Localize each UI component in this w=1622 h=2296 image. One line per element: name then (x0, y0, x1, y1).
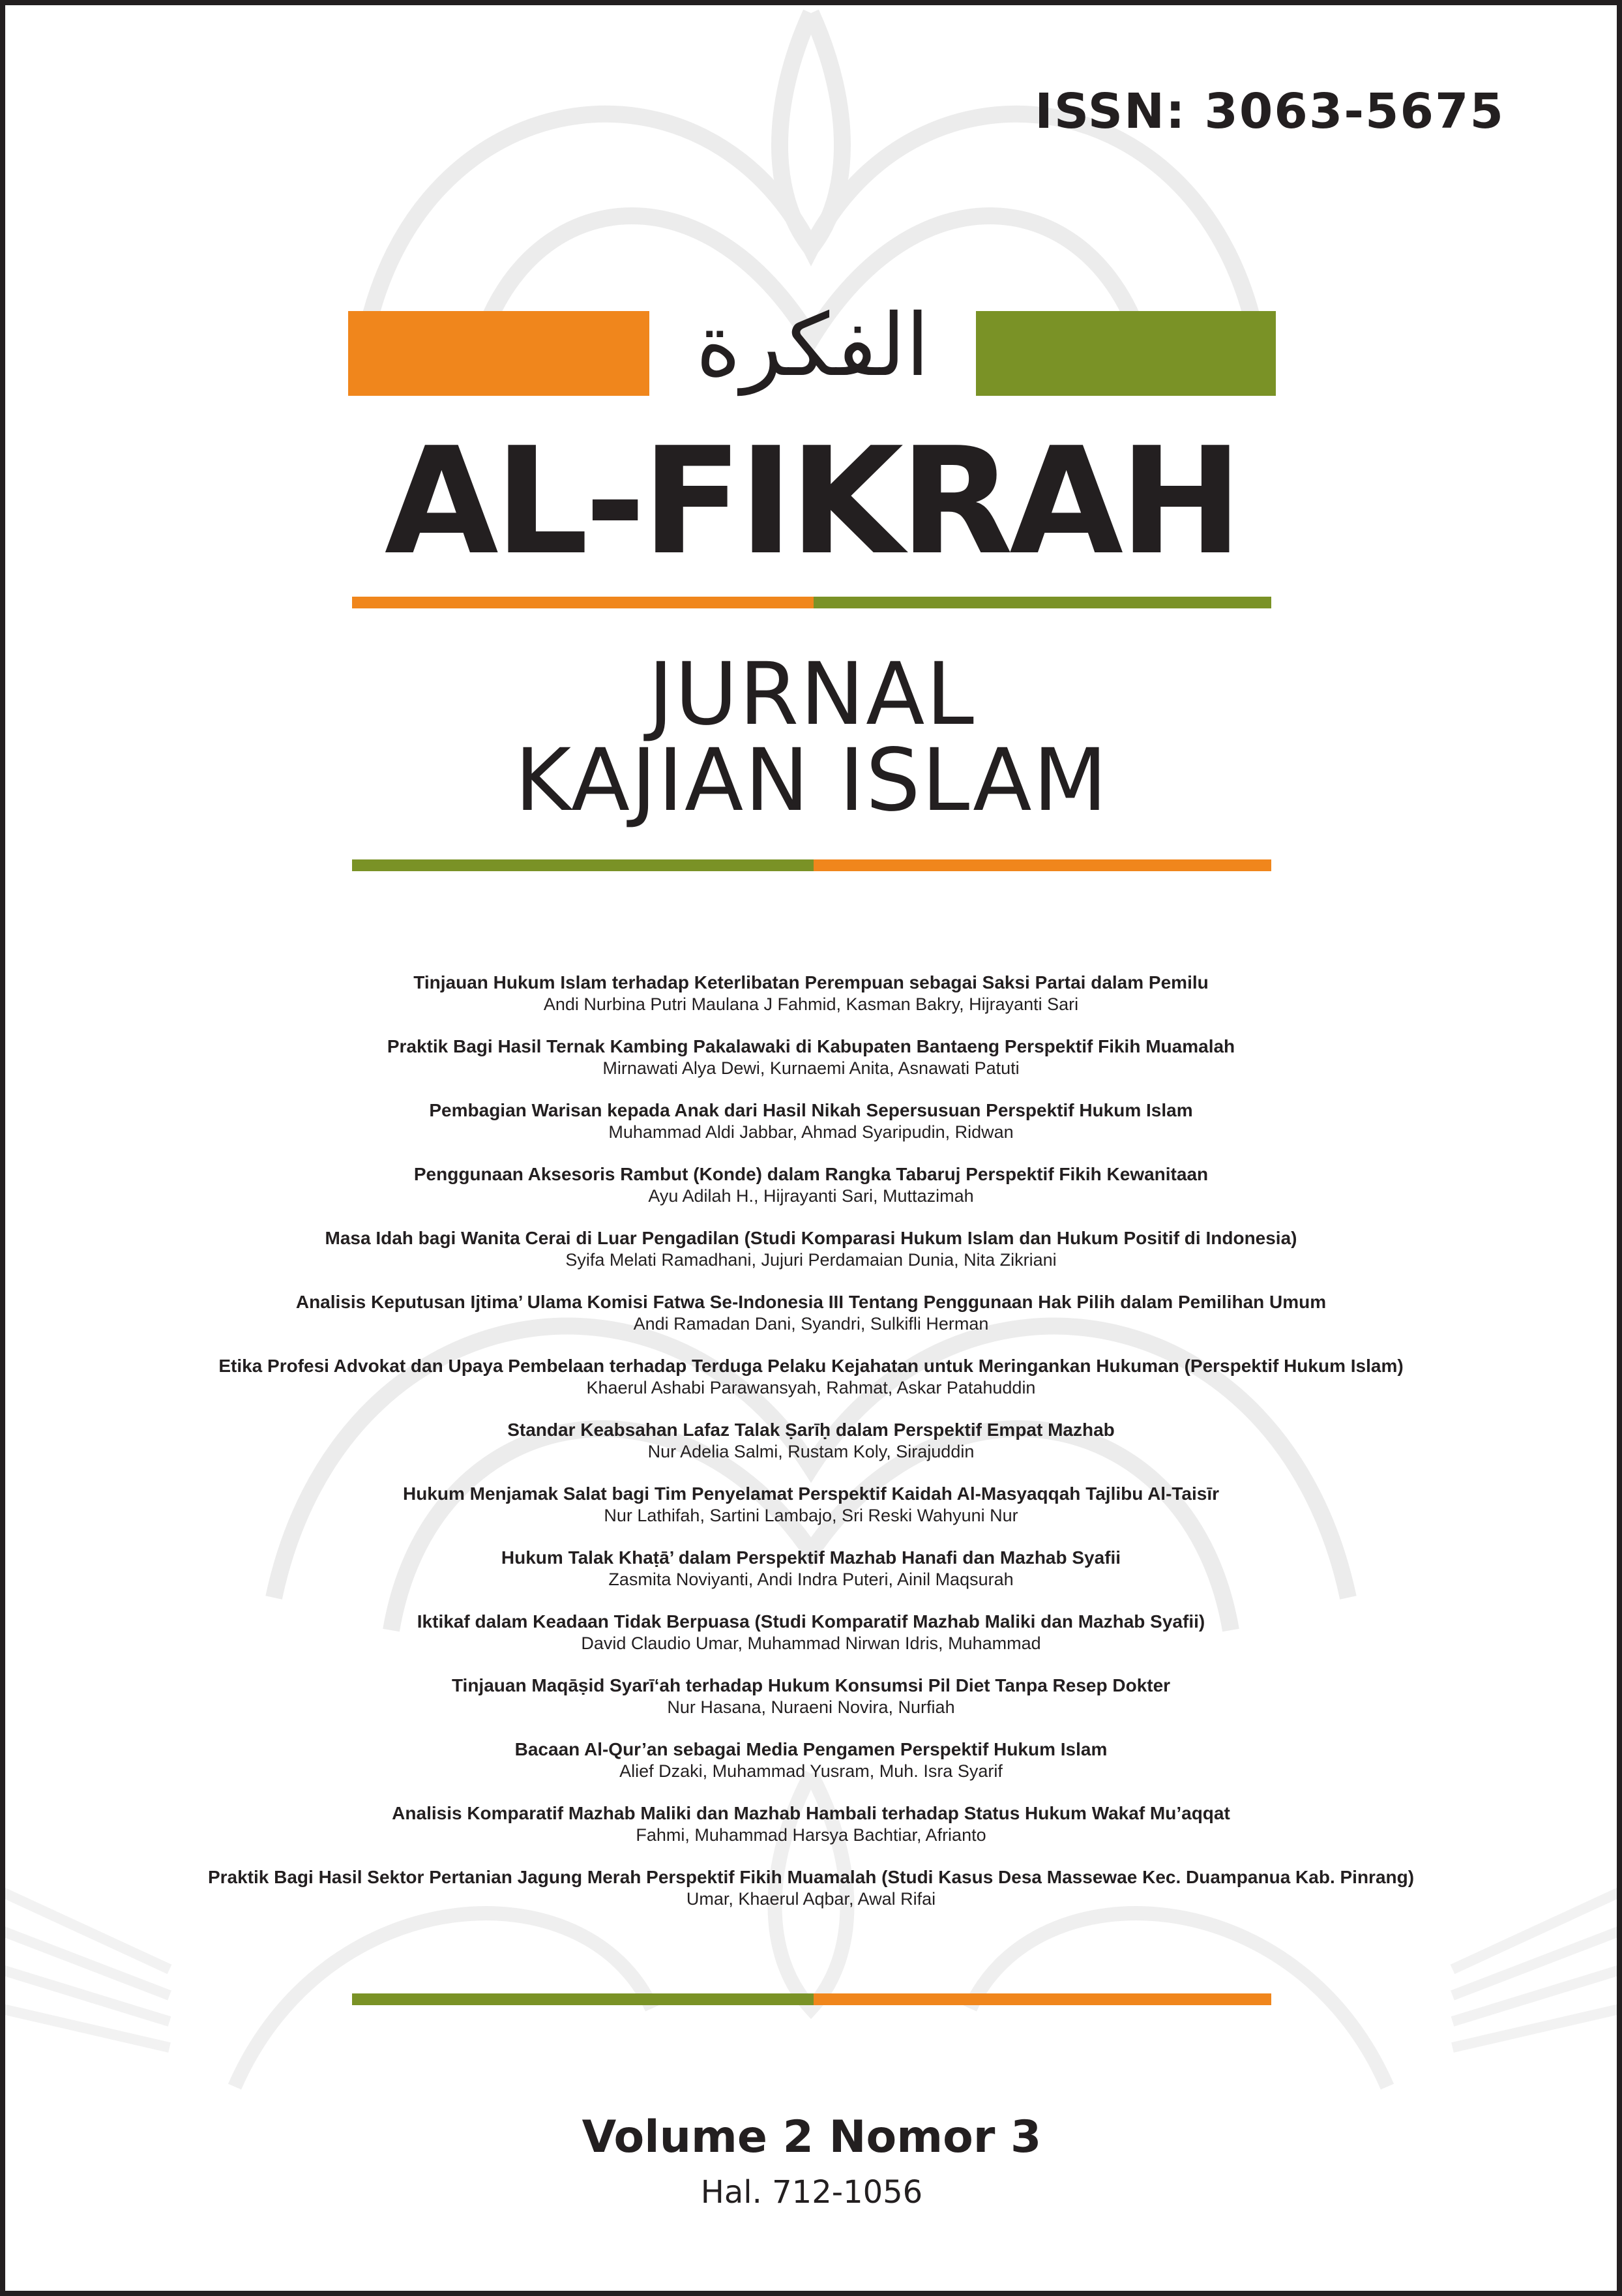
article-title: Bacaan Al-Qur’an sebagai Media Pengamen Perspektif Hukum Islam (514, 1739, 1108, 1759)
toc-item (117, 1419, 1505, 1483)
article-authors: Zasmita Noviyanti, Andi Indra Puteri, Ainil Maqsurah (608, 1570, 1014, 1589)
table-of-contents (117, 972, 1505, 1930)
article-title: Etika Profesi Advokat dan Upaya Pembelaan terhadap Terduga Pelaku Kejahatan untuk Meringankan Hukuman (Perspektif Hukum Islam) (218, 1356, 1404, 1376)
toc-item (117, 1163, 1505, 1227)
article-authors: Nur Adelia Salmi, Rustam Koly, Sirajuddin (647, 1442, 975, 1461)
subtitle-line-1: JURNAL (648, 644, 975, 745)
toc-item (117, 1291, 1505, 1355)
toc-item (117, 1675, 1505, 1738)
divider-top-orange (352, 597, 814, 608)
article-authors: Umar, Khaerul Aqbar, Awal Rifai (686, 1889, 936, 1909)
article-title: Standar Keabsahan Lafaz Talak Ṣarīḥ dalam Perspektif Empat Mazhab (507, 1420, 1115, 1440)
article-title: Iktikaf dalam Keadaan Tidak Berpuasa (Studi Komparatif Mazhab Maliki dan Mazhab Syafii) (417, 1611, 1205, 1632)
article-title: Praktik Bagi Hasil Sektor Pertanian Jagung Merah Perspektif Fikih Muamalah (Studi Kasus Desa Massewae Kec. Duampanua Kab. Pinrang) (207, 1867, 1415, 1887)
article-authors: David Claudio Umar, Muhammad Nirwan Idris, Muhammad (581, 1633, 1041, 1653)
toc-item (117, 1802, 1505, 1866)
divider-middle-green (352, 859, 814, 871)
article-authors: Andi Ramadan Dani, Syandri, Sulkifli Herman (633, 1314, 989, 1334)
article-authors: Muhammad Aldi Jabbar, Ahmad Syaripudin, Ridwan (608, 1122, 1014, 1142)
toc-item (117, 1355, 1505, 1419)
toc-item (117, 1866, 1505, 1930)
toc-item (117, 1227, 1505, 1291)
article-title: Pembagian Warisan kepada Anak dari Hasil Nikah Sepersusuan Perspektif Hukum Islam (429, 1100, 1193, 1120)
divider-bottom-green (352, 1993, 814, 2005)
article-title: Tinjauan Hukum Islam terhadap Keterlibatan Perempuan sebagai Saksi Partai dalam Pemilu (413, 972, 1209, 992)
divider-middle (352, 859, 1271, 871)
divider-top-green (814, 597, 1271, 608)
toc-item (117, 1738, 1505, 1802)
article-authors: Mirnawati Alya Dewi, Kurnaemi Anita, Asnawati Patuti (602, 1058, 1020, 1078)
divider-middle-orange (814, 859, 1271, 871)
green-accent-block (976, 311, 1276, 396)
divider-top (352, 597, 1271, 608)
orange-accent-block (348, 311, 649, 396)
article-title: Hukum Menjamak Salat bagi Tim Penyelamat Perspektif Kaidah Al-Masyaqqah Tajlibu Al-Taisīr (402, 1483, 1220, 1504)
toc-item (117, 972, 1505, 1036)
arabic-logo: الفكرة (696, 295, 930, 396)
article-authors: Khaerul Ashabi Parawansyah, Rahmat, Askar Patahuddin (586, 1378, 1036, 1397)
page-range: Hal. 712-1056 (700, 2174, 923, 2211)
article-authors: Syifa Melati Ramadhani, Jujuri Perdamaian Dunia, Nita Zikriani (565, 1250, 1057, 1270)
article-authors: Ayu Adilah H., Hijrayanti Sari, Muttazimah (648, 1186, 974, 1206)
toc-item (117, 1611, 1505, 1675)
article-title: Penggunaan Aksesoris Rambut (Konde) dalam Rangka Tabaruj Perspektif Fikih Kewanitaan (413, 1164, 1209, 1184)
journal-title: AL-FIKRAH (384, 416, 1239, 588)
subtitle-line-2: KAJIAN ISLAM (514, 730, 1109, 831)
article-authors: Andi Nurbina Putri Maulana J Fahmid, Kasman Bakry, Hijrayanti Sari (543, 994, 1079, 1014)
article-title: Analisis Komparatif Mazhab Maliki dan Mazhab Hambali terhadap Status Hukum Wakaf Mu’aqqat (392, 1803, 1230, 1823)
article-authors: Nur Lathifah, Sartini Lambajo, Sri Reski Wahyuni Nur (604, 1506, 1018, 1525)
toc-item (117, 1483, 1505, 1547)
article-title: Praktik Bagi Hasil Ternak Kambing Pakalawaki di Kabupaten Bantaeng Perspektif Fikih Muamalah (387, 1036, 1235, 1056)
article-title: Masa Idah bagi Wanita Cerai di Luar Pengadilan (Studi Komparasi Hukum Islam dan Hukum Positif di Indonesia) (325, 1228, 1297, 1248)
article-authors: Nur Hasana, Nuraeni Novira, Nurfiah (667, 1697, 955, 1717)
toc-item (117, 1099, 1505, 1163)
article-title: Analisis Keputusan Ijtima’ Ulama Komisi Fatwa Se-Indonesia III Tentang Penggunaan Hak Pilih dalam Pemilihan Umum (295, 1292, 1327, 1312)
toc-item (117, 1547, 1505, 1611)
divider-bottom-orange (814, 1993, 1271, 2005)
article-title: Tinjauan Maqāṣid Syarī‘ah terhadap Hukum Konsumsi Pil Diet Tanpa Resep Dokter (451, 1675, 1171, 1695)
article-authors: Alief Dzaki, Muhammad Yusram, Muh. Isra Syarif (619, 1761, 1003, 1781)
divider-bottom (352, 1993, 1271, 2005)
issn-label: ISSN: 3063-5675 (1035, 83, 1505, 140)
article-title: Hukum Talak Khaṭā’ dalam Perspektif Mazhab Hanafi dan Mazhab Syafii (501, 1547, 1121, 1568)
toc-item (117, 1036, 1505, 1099)
article-authors: Fahmi, Muhammad Harsya Bachtiar, Afrianto (636, 1825, 986, 1845)
volume-label: Volume 2 Nomor 3 (582, 2111, 1042, 2163)
